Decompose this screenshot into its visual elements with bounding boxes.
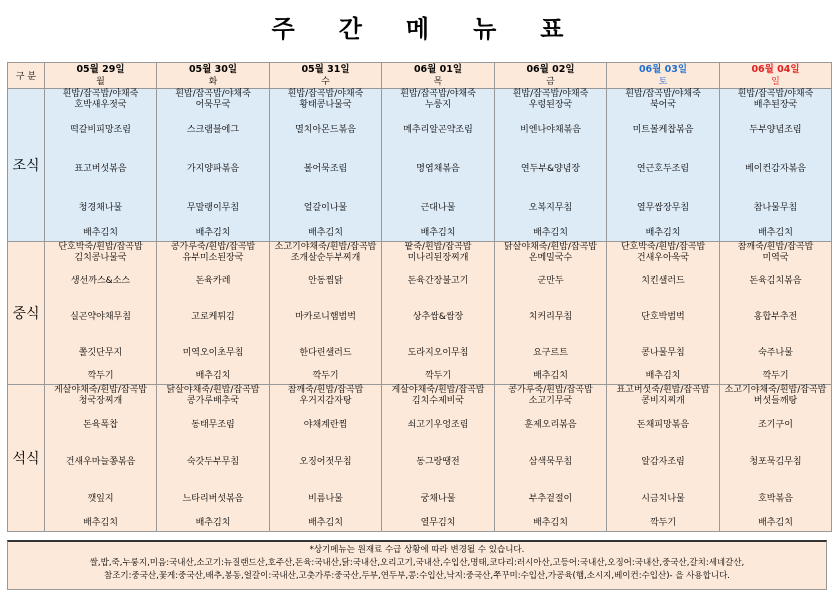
menu-item: 건새우아욱국 [636, 253, 690, 263]
menu-item: 깍두기 [312, 371, 339, 381]
menu-item: 청경채나물 [78, 203, 123, 213]
menu-cell [495, 385, 607, 532]
menu-item: 고로케튀김 [191, 311, 235, 322]
menu-cell [270, 242, 382, 385]
day-header [270, 63, 382, 89]
menu-cell [720, 242, 832, 385]
menu-cell [270, 89, 382, 242]
day-date: 05월 31일 [301, 63, 350, 75]
menu-item: 요구르트 [533, 347, 568, 358]
menu-item: 김치수제비국 [411, 396, 465, 406]
menu-item: 미역오이초무침 [182, 347, 244, 358]
menu-cell [607, 242, 720, 385]
menu-item: 배추김치 [195, 518, 231, 528]
menu-item: 볼어묵조림 [303, 164, 348, 174]
menu-item: 동그랑땡전 [416, 457, 460, 467]
title-char: 메 [405, 14, 430, 43]
menu-item: 누룽지 [424, 100, 452, 110]
notice-line-1: *상기메뉴는 원재료 수급 상황에 따라 변경될 수 있습니다. [309, 545, 525, 555]
menu-item: 시금치나물 [641, 494, 685, 504]
menu-item: 콩가루죽/흰밥/잡곡밥 [508, 385, 593, 395]
menu-cell [45, 89, 157, 242]
menu-cell [607, 89, 720, 242]
menu-item: 메추리알곤약조림 [403, 125, 473, 135]
day-date: 06월 01일 [413, 63, 463, 75]
menu-item: 버섯들깨탕 [753, 396, 798, 406]
day-header [720, 63, 832, 89]
menu-item: 무말랭이무침 [186, 203, 240, 213]
menu-item: 조기구이 [758, 420, 793, 430]
menu-item: 미트볼케찹볶음 [632, 125, 694, 135]
menu-cell [607, 385, 720, 532]
menu-item: 깍두기 [762, 371, 789, 381]
menu-item: 소고기야채죽/흰밥/잡곡밥 [724, 385, 827, 395]
menu-item: 콩가루죽/흰밥/잡곡밥 [170, 242, 256, 252]
menu-item: 우거지감자탕 [299, 396, 352, 406]
day-date: 05월 30일 [188, 63, 238, 75]
menu-cell [720, 385, 832, 532]
menu-item: 훈제오리볶음 [524, 420, 577, 430]
menu-cell [270, 385, 382, 532]
menu-item: 배추김치 [83, 518, 118, 528]
day-date: 06월 02일 [526, 63, 575, 75]
menu-item: 북어국 [649, 100, 677, 110]
menu-item: 돈육카레 [195, 276, 231, 287]
day-weekday: 월 [96, 76, 105, 87]
meal-row [8, 89, 832, 242]
menu-item: 흰밥/잡곡밥/야채죽 [175, 89, 251, 99]
menu-item: 참나물무침 [753, 203, 798, 213]
menu-item: 가지양파볶음 [186, 164, 240, 174]
menu-item: 도라지오이무침 [407, 347, 469, 358]
day-weekday: 수 [321, 76, 330, 87]
menu-item: 김치콩나물국 [74, 253, 127, 263]
menu-item: 콩가루배추국 [186, 396, 240, 406]
menu-item: 돈채피망볶음 [636, 420, 690, 430]
menu-cell [157, 242, 270, 385]
menu-item: 비엔나야채볶음 [520, 125, 581, 135]
menu-item: 단호박죽/흰밥/잡곡밥 [58, 242, 143, 252]
menu-item: 황태콩나물국 [299, 100, 352, 110]
menu-item: 부추겉절이 [528, 494, 573, 504]
menu-item: 배추김치 [645, 228, 681, 238]
menu-item: 닭살야채죽/흰밥/잡곡밥 [503, 242, 597, 252]
menu-item: 배추김치 [645, 371, 681, 381]
menu-item: 우렁된장국 [528, 100, 573, 110]
day-header [607, 63, 720, 89]
menu-item: 베이컨감자볶음 [745, 164, 806, 174]
menu-item: 열무김치 [420, 518, 456, 528]
menu-item: 흰밥/잡곡밥/야채죽 [737, 89, 814, 99]
day-weekday: 토 [658, 76, 668, 87]
menu-cell [45, 385, 157, 532]
menu-item: 호박볶음 [758, 494, 793, 504]
page-title [0, 6, 835, 46]
menu-item: 단호박죽/흰밥/잡곡밥 [620, 242, 706, 252]
menu-item: 배추된장국 [753, 100, 798, 110]
menu-item: 배추김치 [533, 228, 568, 238]
menu-item: 표고버섯죽/흰밥/잡곡밥 [616, 385, 710, 395]
menu-item: 돈육간장불고기 [407, 276, 469, 287]
menu-item: 소고기야채죽/흰밥/잡곡밥 [274, 242, 377, 252]
menu-cell [382, 385, 495, 532]
menu-cell [382, 242, 495, 385]
meal-label: 조식 [8, 89, 45, 242]
menu-item: 멸치아몬드볶음 [295, 125, 356, 135]
day-header [495, 63, 607, 89]
menu-item: 숙주나물 [758, 347, 793, 358]
menu-item: 조개살순두부찌개 [290, 253, 361, 263]
menu-item: 돈육폭찹 [83, 420, 118, 430]
menu-item: 어묵무국 [195, 100, 231, 110]
menu-item: 근대나물 [420, 203, 456, 213]
menu-item: 오징어젓무침 [299, 457, 352, 467]
menu-item: 배추김치 [308, 228, 343, 238]
weekly-menu-table [7, 62, 832, 532]
menu-cell [157, 89, 270, 242]
day-date: 05월 29일 [76, 63, 125, 75]
menu-item: 참깨죽/흰밥/잡곡밥 [287, 385, 364, 395]
day-weekday: 일 [771, 76, 780, 87]
day-date: 06월 03일 [638, 63, 688, 75]
day-header [157, 63, 270, 89]
menu-item: 온메밀국수 [528, 253, 573, 263]
day-date: 06월 04일 [751, 63, 800, 75]
menu-cell [157, 385, 270, 532]
corner-label: 구 분 [8, 63, 45, 89]
menu-item: 배추김치 [758, 518, 793, 528]
day-header [382, 63, 495, 89]
menu-item: 흰밥/잡곡밥/야채죽 [287, 89, 364, 99]
menu-item: 떡갈비피망조림 [70, 125, 131, 135]
menu-cell [382, 89, 495, 242]
menu-item: 흰밥/잡곡밥/야채죽 [400, 89, 476, 99]
menu-cell [495, 242, 607, 385]
menu-item: 안동찜닭 [308, 276, 343, 287]
menu-item: 단호박범벅 [641, 311, 685, 322]
menu-item: 궁채나물 [420, 494, 456, 504]
menu-item: 느타리버섯볶음 [182, 494, 244, 504]
menu-item: 실곤약야채무침 [70, 311, 131, 322]
title-char: 표 [540, 14, 564, 43]
menu-item: 숙갓두부무침 [186, 457, 240, 467]
menu-item: 치커리무침 [528, 311, 573, 322]
menu-item: 배추김치 [83, 228, 118, 238]
menu-item: 열무쌈장무침 [636, 203, 690, 213]
menu-cell [45, 242, 157, 385]
menu-item: 게살야채죽/흰밥/잡곡밥 [391, 385, 485, 395]
menu-item: 배추김치 [533, 518, 568, 528]
menu-item: 동태무조림 [191, 420, 235, 430]
menu-item: 유부미소된장국 [182, 253, 244, 263]
menu-item: 표고버섯볶음 [74, 164, 127, 174]
menu-cell [495, 89, 607, 242]
menu-item: 소고기무국 [528, 396, 573, 406]
menu-item: 콩비지찌개 [641, 396, 685, 406]
menu-item: 미역국 [762, 253, 789, 263]
menu-item: 치킨샐러드 [641, 276, 685, 287]
menu-item: 흰밥/잡곡밥/야채죽 [625, 89, 701, 99]
title-char: 주 [271, 14, 295, 43]
menu-item: 알감자조림 [641, 457, 685, 467]
menu-item: 상추쌈&쌈장 [412, 311, 464, 322]
menu-item: 배추김치 [758, 228, 793, 238]
menu-item: 배추김치 [420, 228, 456, 238]
menu-item: 홍합부추전 [753, 311, 798, 322]
menu-item: 돈육김치볶음 [749, 276, 802, 287]
menu-item: 두부양념조림 [749, 125, 802, 135]
menu-item: 배추김치 [533, 371, 568, 381]
meal-label: 석식 [8, 385, 45, 532]
notice-line-2: 쌀,밥,죽,누룽지,미음:국내산,소고기:뉴질랜드산,호주산,돈육:국내산,닭:국내산,오리고기,국내산,수입산,명태,코다리:러시아산,고등어:국내산,오징어:국내산,중국산,갈치:세네갈산, [89, 558, 745, 568]
menu-item: 배추김치 [195, 371, 231, 381]
menu-item: 삼색묵무침 [528, 457, 573, 467]
menu-item: 참깨죽/흰밥/잡곡밥 [737, 242, 814, 252]
meal-label: 중식 [8, 242, 45, 385]
menu-item: 배추김치 [195, 228, 231, 238]
day-weekday: 목 [433, 76, 443, 87]
menu-item: 오복지무침 [528, 203, 573, 213]
menu-item: 연두부&양념장 [520, 164, 581, 174]
menu-item: 한다린샐러드 [299, 347, 352, 358]
menu-item: 생선까스&소스 [70, 276, 131, 287]
menu-item: 흰밥/잡곡밥/야채죽 [62, 89, 139, 99]
menu-item: 청국장찌개 [78, 396, 123, 406]
menu-item: 깍두기 [424, 371, 452, 381]
menu-item: 게살야채죽/흰밥/잡곡밥 [53, 385, 147, 395]
menu-item: 미나리된장찌개 [407, 253, 469, 263]
meal-row [8, 385, 832, 532]
meal-row [8, 242, 832, 385]
menu-item: 흰밥/잡곡밥/야채죽 [512, 89, 589, 99]
menu-item: 건새우마늘쫑볶음 [65, 457, 136, 467]
notice-box [7, 540, 827, 590]
menu-item: 팥죽/흰밥/잡곡밥 [404, 242, 472, 252]
menu-item: 호박새우젓국 [74, 100, 127, 110]
day-weekday: 금 [546, 76, 555, 87]
menu-item: 쇠고기우엉조림 [407, 420, 469, 430]
menu-item: 얼갈이나물 [303, 203, 348, 213]
menu-item: 스크램블에그 [186, 125, 240, 135]
menu-item: 쫄깃단무지 [78, 347, 123, 358]
title-char: 간 [338, 14, 362, 43]
header-row [8, 63, 832, 89]
notice-line-3: 참조기:중국산,꽃게:중국산,배추,봉동,얼갈이:국내산,고춧가루:중국산,두부,연두부,콩:수입산,낙지:중국산,쭈꾸미:수입산,가공육(햄,소시지,베이컨:수입산)- 을 사용합니다. [104, 571, 730, 581]
menu-item: 깻잎지 [87, 494, 114, 504]
menu-item: 연근호두조림 [636, 164, 690, 174]
title-char: 뉴 [473, 14, 497, 43]
menu-item: 콩나물무침 [641, 347, 685, 358]
menu-item: 마카로니햄범벅 [295, 311, 356, 322]
menu-item: 군만두 [537, 276, 564, 287]
menu-item: 명엽채볶음 [416, 164, 460, 174]
menu-item: 청포묵김무침 [749, 457, 802, 467]
menu-item: 배추김치 [308, 518, 343, 528]
menu-item: 깍두기 [87, 371, 114, 381]
menu-item: 깍두기 [649, 518, 677, 528]
menu-item: 야채계란찜 [303, 420, 348, 430]
menu-item: 비름나물 [308, 494, 343, 504]
menu-item: 닭살야채죽/흰밥/잡곡밥 [166, 385, 260, 395]
menu-cell [720, 89, 832, 242]
day-header [45, 63, 157, 89]
day-weekday: 화 [208, 76, 218, 87]
